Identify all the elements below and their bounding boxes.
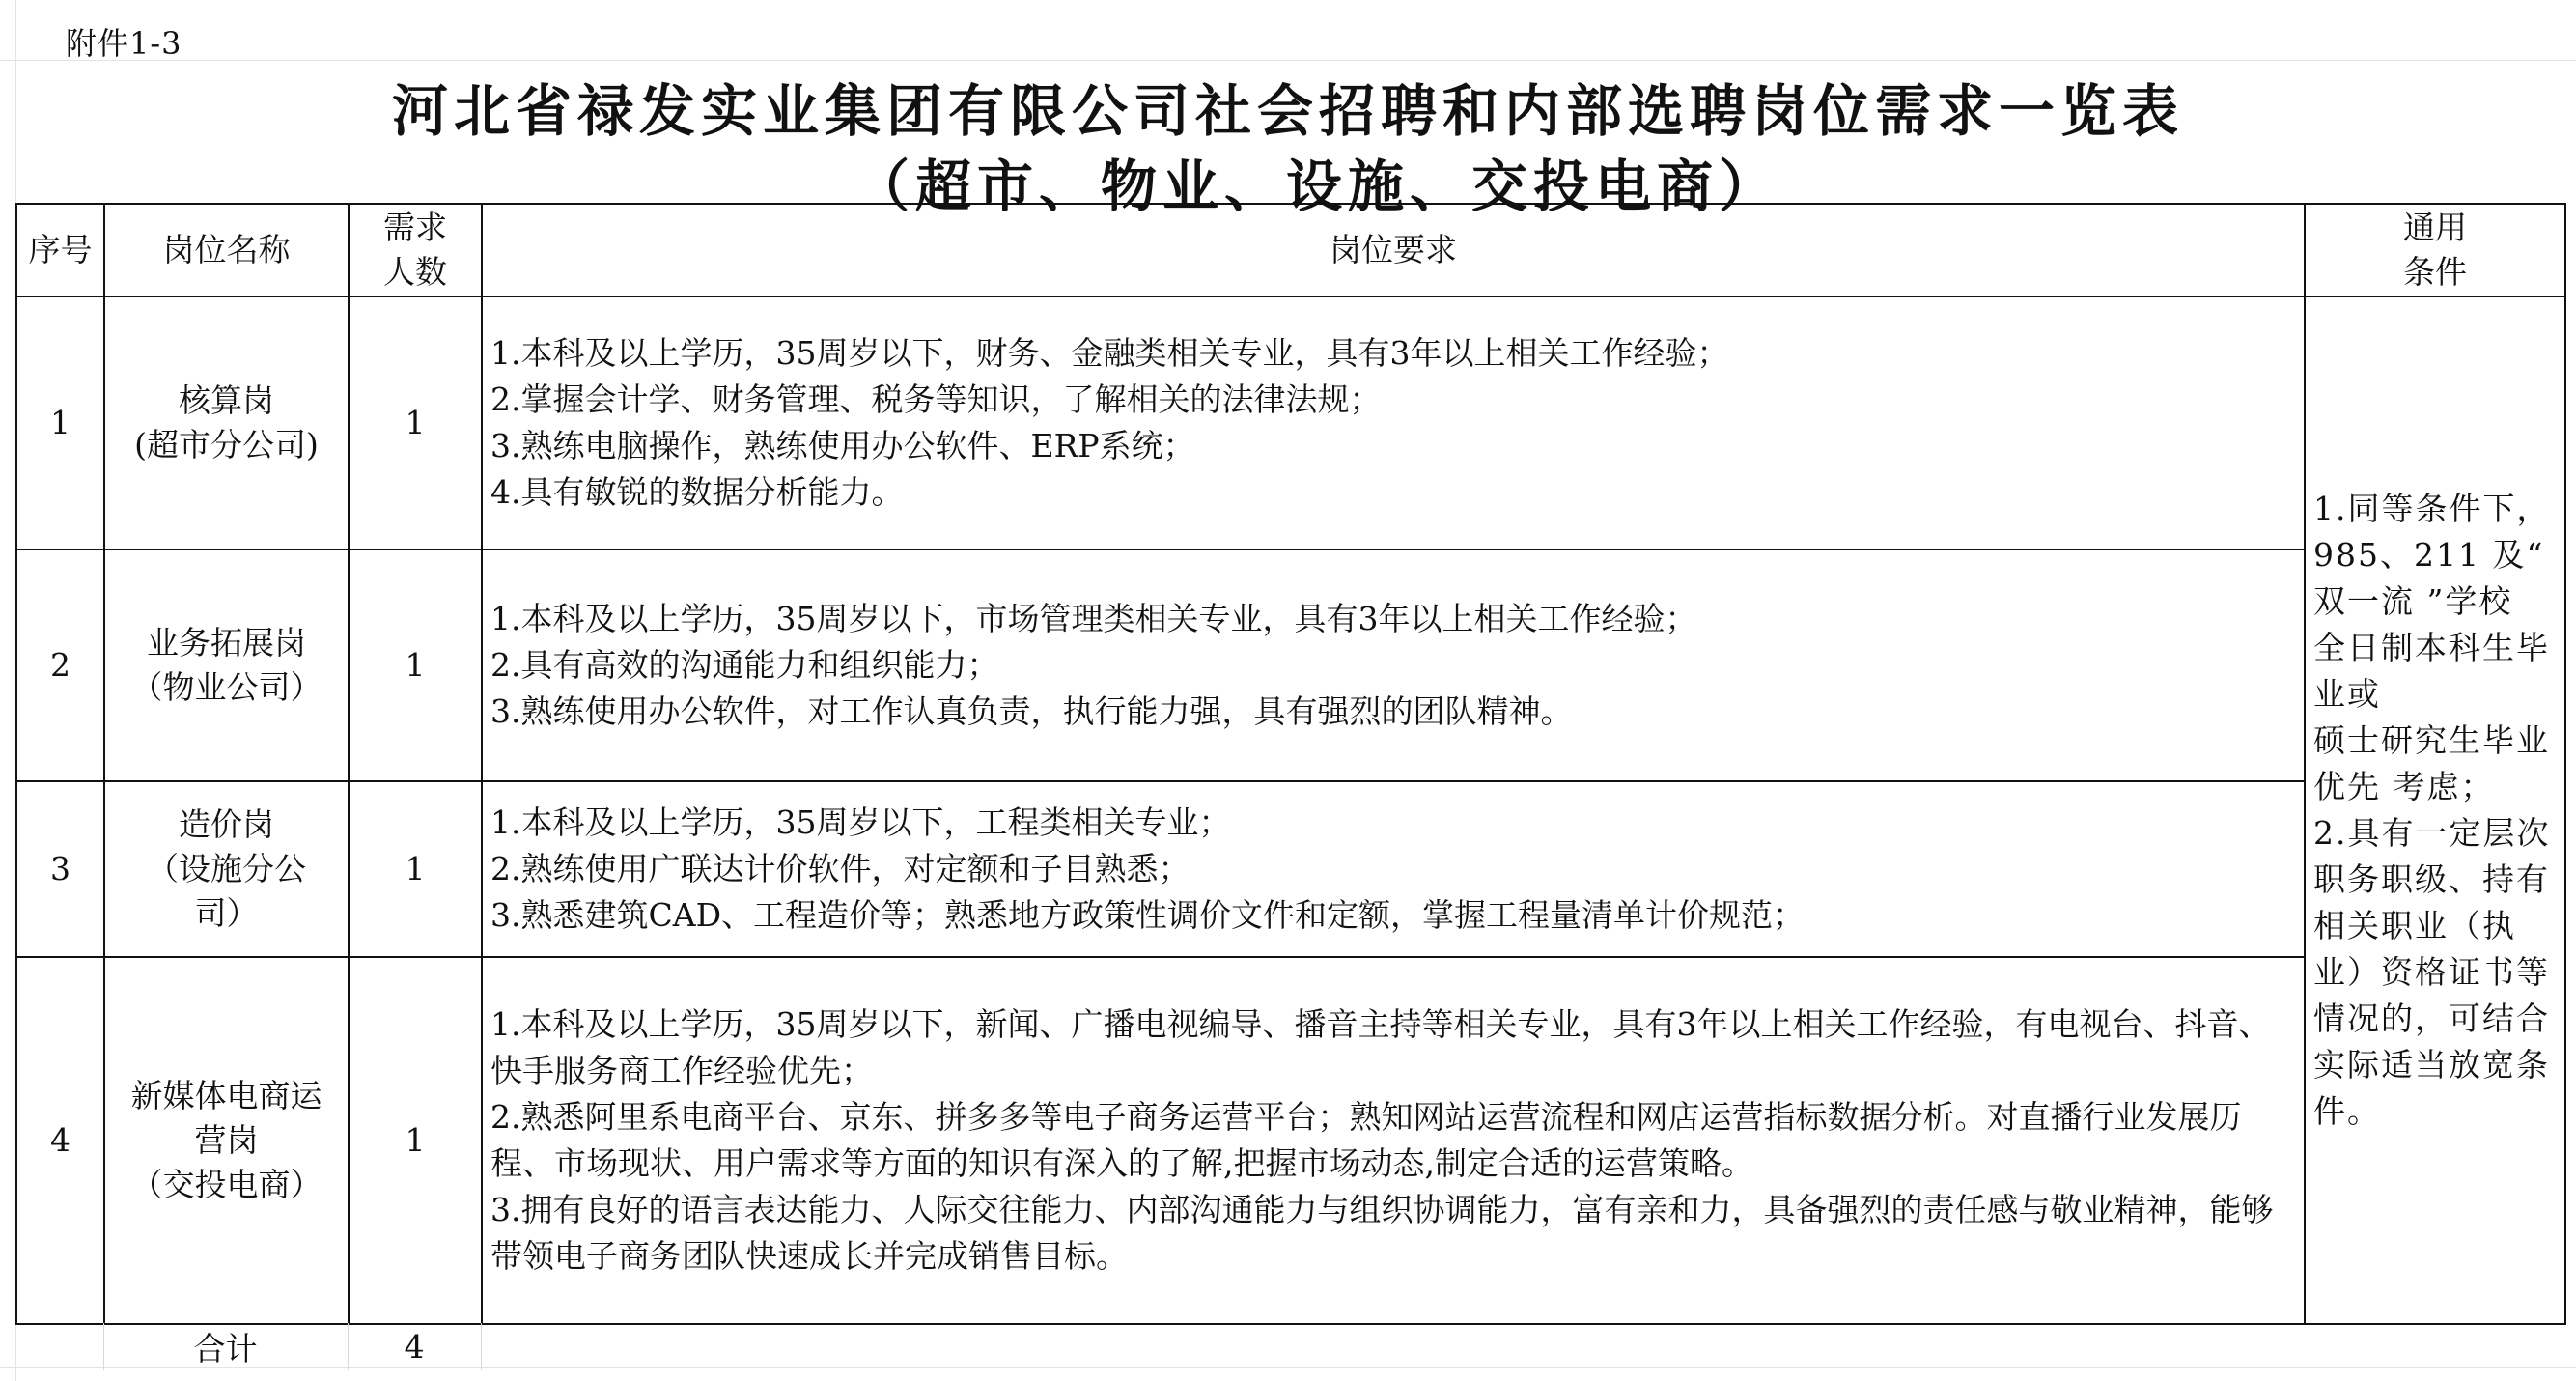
- general-condition-line: 2.具有一定层次: [2313, 814, 2551, 852]
- row-requirements: [482, 781, 2305, 957]
- header-count-line2: 人数: [383, 253, 447, 291]
- general-condition-line: 情况的，可结合: [2313, 1000, 2550, 1037]
- gridline: [0, 60, 2576, 61]
- total-label: 合计: [103, 1323, 348, 1370]
- general-condition-line: 业）资格证书等: [2313, 953, 2550, 991]
- position-name-line: 营岗: [194, 1121, 259, 1159]
- header-general-line1: 通用: [2403, 209, 2467, 246]
- row-position-name: [104, 957, 349, 1324]
- requirement-item: 1.本科及以上学历，35周岁以下，市场管理类相关专业，具有3年以上相关工作经验；: [490, 600, 1697, 637]
- general-condition-line: 优先 考虑；: [2313, 768, 2495, 805]
- row-count: 1: [349, 296, 482, 550]
- general-condition-line: 件。: [2313, 1092, 2381, 1130]
- row-requirements: [482, 296, 2305, 550]
- row-position-name: [104, 781, 349, 957]
- requirement-item: 2.熟练使用广联达计价软件，对定额和子目熟悉；: [490, 850, 1190, 888]
- general-condition-line: 985、211 及“: [2313, 536, 2545, 574]
- general-condition-line: 双一流 ”学校: [2313, 582, 2513, 620]
- requirement-item: 3.熟练使用办公软件，对工作认真负责，执行能力强，具有强烈的团队精神。: [490, 692, 1573, 730]
- requirement-item: 3.熟练电脑操作，熟练使用办公软件、ERP系统；: [490, 427, 1195, 465]
- page-subtitle: （超市、物业、设施、交投电商）: [853, 154, 1780, 219]
- general-condition-line: 全日制本科生毕: [2313, 629, 2550, 666]
- row-seq: 1: [16, 296, 104, 550]
- requirements-table: [15, 203, 2566, 1325]
- requirement-item: 3.熟悉建筑CAD、工程造价等；熟悉地方政策性调价文件和定额，掌握工程量清单计价规范；: [490, 896, 1806, 934]
- general-condition-line: 相关职业（执: [2313, 907, 2516, 944]
- row-requirements: [482, 550, 2305, 781]
- row-count: 1: [349, 957, 482, 1324]
- row-position-name: [104, 296, 349, 550]
- requirement-item: 2.熟悉阿里系电商平台、京东、拼多多等电子商务运营平台；熟知网站运营流程和网店运营指标数据分析。对直播行业发展历程、市场现状、用户需求等方面的知识有深入的了解,把握市场动态,制定合适的运营策略。: [490, 1098, 2242, 1182]
- header-count-line1: 需求: [383, 209, 447, 246]
- requirement-item: 2.具有高效的沟通能力和组织能力；: [490, 646, 999, 684]
- table-header-row: [16, 204, 2565, 296]
- position-name-line: （设施分公: [147, 850, 306, 888]
- table-row: [16, 781, 2565, 957]
- general-condition-line: 硕士研究生毕业: [2313, 721, 2550, 759]
- row-requirements: [482, 957, 2305, 1324]
- requirement-item: 1.本科及以上学历，35周岁以下，工程类相关专业；: [490, 803, 1231, 841]
- header-requirements: 岗位要求: [482, 204, 2305, 296]
- row-seq: 2: [16, 550, 104, 781]
- row-seq: 4: [16, 957, 104, 1324]
- requirement-item: 3.拥有良好的语言表达能力、人际交往能力、内部沟通能力与组织协调能力，富有亲和力，具备强烈的责任感与敬业精神，能够带领电子商务团队快速成长并完成销售目标。: [490, 1191, 2274, 1275]
- row-position-name: [104, 550, 349, 781]
- header-seq: 序号: [16, 204, 104, 296]
- table-row: [16, 296, 2565, 550]
- requirement-item: 1.本科及以上学历，35周岁以下，财务、金融类相关专业，具有3年以上相关工作经验；: [490, 334, 1729, 372]
- row-count: 1: [349, 781, 482, 957]
- table-row: [16, 957, 2565, 1324]
- attachment-label: 附件1-3: [66, 25, 182, 62]
- position-name-line: （物业公司）: [130, 668, 322, 706]
- general-condition-line: 业或: [2313, 675, 2381, 713]
- position-name-line: （交投电商）: [130, 1166, 322, 1203]
- general-conditions: [2305, 296, 2565, 1324]
- row-count: 1: [349, 550, 482, 781]
- position-name-line: 造价岗: [179, 805, 274, 843]
- header-count: [349, 204, 482, 296]
- header-general-line2: 条件: [2403, 253, 2467, 291]
- page-title: 河北省禄发实业集团有限公司社会招聘和内部选聘岗位需求一览表: [391, 78, 2184, 144]
- position-name-line: 业务拓展岗: [147, 624, 306, 662]
- total-spacer: [15, 1323, 103, 1370]
- position-name-line: 新媒体电商运: [130, 1077, 322, 1114]
- requirement-item: 4.具有敏锐的数据分析能力。: [490, 473, 904, 511]
- requirement-item: 1.本科及以上学历，35周岁以下，新闻、广播电视编导、播音主持等相关专业，具有3年以上相关工作经验，有电视台、抖音、快手服务商工作经验优先；: [490, 1005, 2271, 1089]
- requirement-item: 2.掌握会计学、财务管理、税务等知识，了解相关的法律法规；: [490, 380, 1382, 418]
- header-general: [2305, 204, 2565, 296]
- total-count: 4: [348, 1323, 481, 1370]
- total-row: [15, 1323, 482, 1370]
- general-condition-line: 职务职级、持有: [2313, 860, 2550, 898]
- row-seq: 3: [16, 781, 104, 957]
- general-condition-line: 1.同等条件下，: [2313, 490, 2551, 527]
- header-position: 岗位名称: [104, 204, 349, 296]
- position-name-line: 司）: [194, 894, 259, 932]
- position-name-line: 核算岗: [179, 381, 274, 419]
- table-row: [16, 550, 2565, 781]
- general-condition-line: 实际适当放宽条: [2313, 1046, 2550, 1084]
- position-name-line: (超市分公司): [134, 426, 319, 464]
